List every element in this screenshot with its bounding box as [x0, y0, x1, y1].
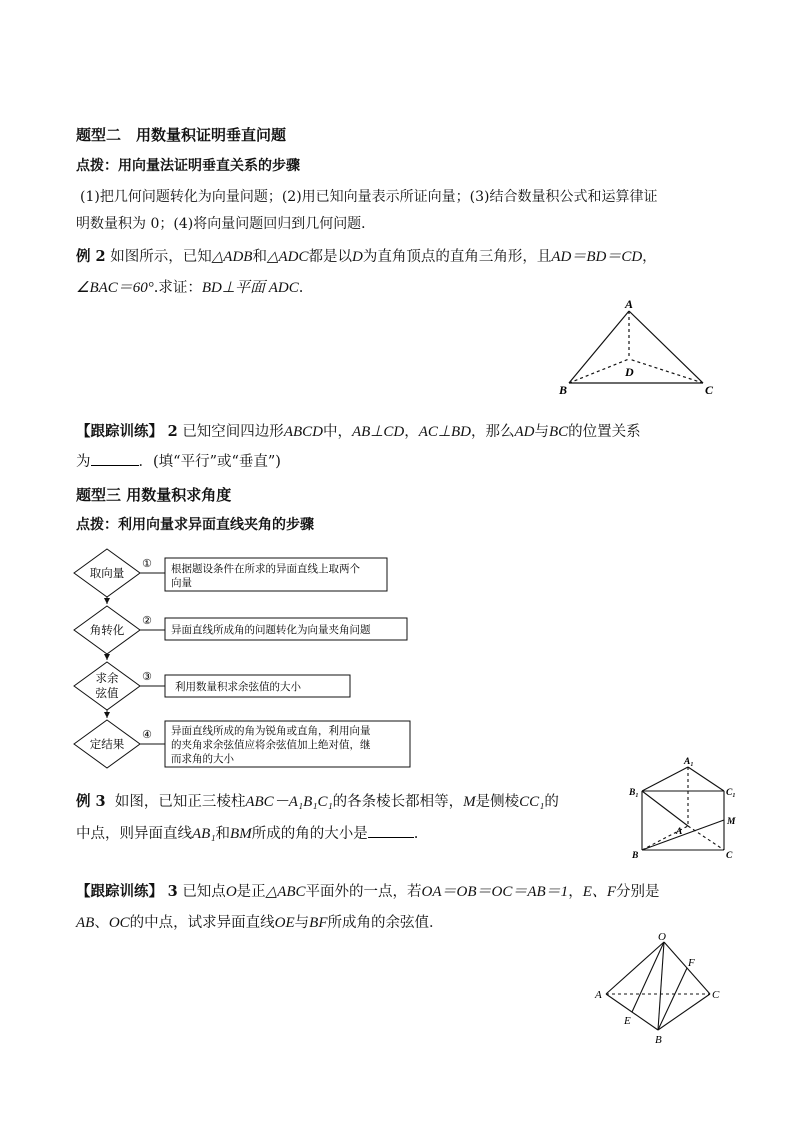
label-b: B — [632, 851, 639, 861]
label-o: O — [658, 931, 666, 943]
diamond-label-4: 定结果 — [89, 737, 125, 751]
section3-tip: 点拨：利用向量求异面直线夹角的步骤 — [76, 517, 314, 533]
label-a: A — [595, 989, 602, 1001]
example2-label: 例 2 — [76, 248, 106, 265]
example2-text-line1: 例 2 如图所示，已知△ADB和△ADC都是以D为直角顶点的直角三角形，且AD＝BD＝CD， — [76, 248, 657, 265]
edge-ac — [629, 311, 703, 383]
practice2-line2: 为 ．(填“平行”或“垂直”) — [76, 454, 281, 470]
label-m: M — [727, 817, 736, 827]
box-3-line-1: 利用数量积求余弦值的大小 — [175, 681, 301, 693]
step-num-4: ④ — [142, 728, 152, 741]
label-c: C — [705, 383, 714, 397]
label-f: F — [688, 957, 695, 969]
label-b: B — [655, 1034, 662, 1045]
label-e: E — [624, 1015, 631, 1027]
label-d: D — [625, 365, 634, 379]
box-1-line-1: 根据题设条件在所求的异面直线上取两个 — [171, 563, 360, 575]
label-c1: C₁ — [726, 788, 736, 798]
practice2-label: 【跟踪训练】 — [76, 423, 163, 440]
section2-steps-line2: 明数量积为 0；(4)将向量问题回归到几何问题． — [76, 216, 376, 232]
practice3-line2: AB、OC的中点，试求异面直线OE与BF所成角的余弦值． — [76, 915, 444, 931]
diamond-label-2: 角转化 — [89, 623, 125, 637]
answer-blank[interactable] — [91, 452, 139, 466]
diamond-label-1: 取向量 — [89, 566, 125, 580]
example3-label: 例 3 — [76, 793, 106, 810]
label-a: A — [625, 297, 634, 311]
section2-steps-line1: (1)把几何问题转化为向量问题；(2)用已知向量表示所证向量；(3)结合数量积公式和运算律证 — [80, 189, 658, 205]
diamond-label-3a: 求余 — [95, 671, 119, 685]
box-4-line-2: 的夹角求余弦值应将余弦值加上绝对值，继 — [171, 739, 371, 751]
practice2-line1: 【跟踪训练】 2 已知空间四边形ABCD中，AB⊥CD，AC⊥BD，那么AD与BC的位置关系 — [76, 423, 641, 440]
practice3-line1: 【跟踪训练】 3 已知点O是正△ABC平面外的一点，若OA＝OB＝OC＝AB＝1，E、F分别是 — [76, 883, 660, 900]
example2-figure — [555, 296, 725, 398]
edge-ab — [569, 311, 629, 383]
label-b1: B₁ — [629, 788, 639, 798]
section3-title: 题型三 用数量积求角度 — [76, 486, 232, 504]
step-num-1: ① — [142, 557, 152, 570]
step-num-3: ③ — [142, 670, 152, 683]
flowchart — [70, 545, 415, 770]
section2-title: 题型二 用数量积证明垂直问题 — [76, 126, 287, 144]
edge-cd — [629, 359, 703, 383]
label-c: C — [712, 989, 720, 1001]
box-4-line-3: 而求角的大小 — [171, 753, 234, 765]
edge-bd — [569, 359, 629, 383]
box-1-line-2: 向量 — [171, 577, 192, 589]
example3-prism-figure — [628, 754, 740, 864]
answer-blank-example3[interactable] — [368, 824, 414, 838]
section2-tip: 点拨：用向量法证明垂直关系的步骤 — [76, 158, 300, 174]
box-2-line-1: 异面直线所成角的问题转化为向量夹角问题 — [171, 624, 371, 636]
label-c: C — [726, 851, 733, 861]
step-num-2: ② — [142, 614, 152, 627]
example3-line2: 中点，则异面直线AB₁和BM所成的角的大小是 . — [76, 826, 419, 842]
label-b: B — [559, 383, 568, 397]
example2-text-line2: ∠BAC＝60°.求证：BD⊥平面 ADC. — [76, 280, 304, 296]
label-a: A — [676, 827, 683, 837]
practice3-tetrahedron-figure — [592, 930, 732, 1045]
example3-line1: 例 3 如图，已知正三棱柱ABC－A₁B₁C₁的各条棱长都相等，M是侧棱CC₁的 — [76, 793, 559, 810]
label-a1: A₁ — [684, 757, 694, 767]
box-4-line-1: 异面直线所成的角为锐角或直角，利用向量 — [171, 725, 371, 737]
practice3-label: 【跟踪训练】 — [76, 883, 163, 900]
diamond-label-3b: 弦值 — [95, 686, 119, 700]
